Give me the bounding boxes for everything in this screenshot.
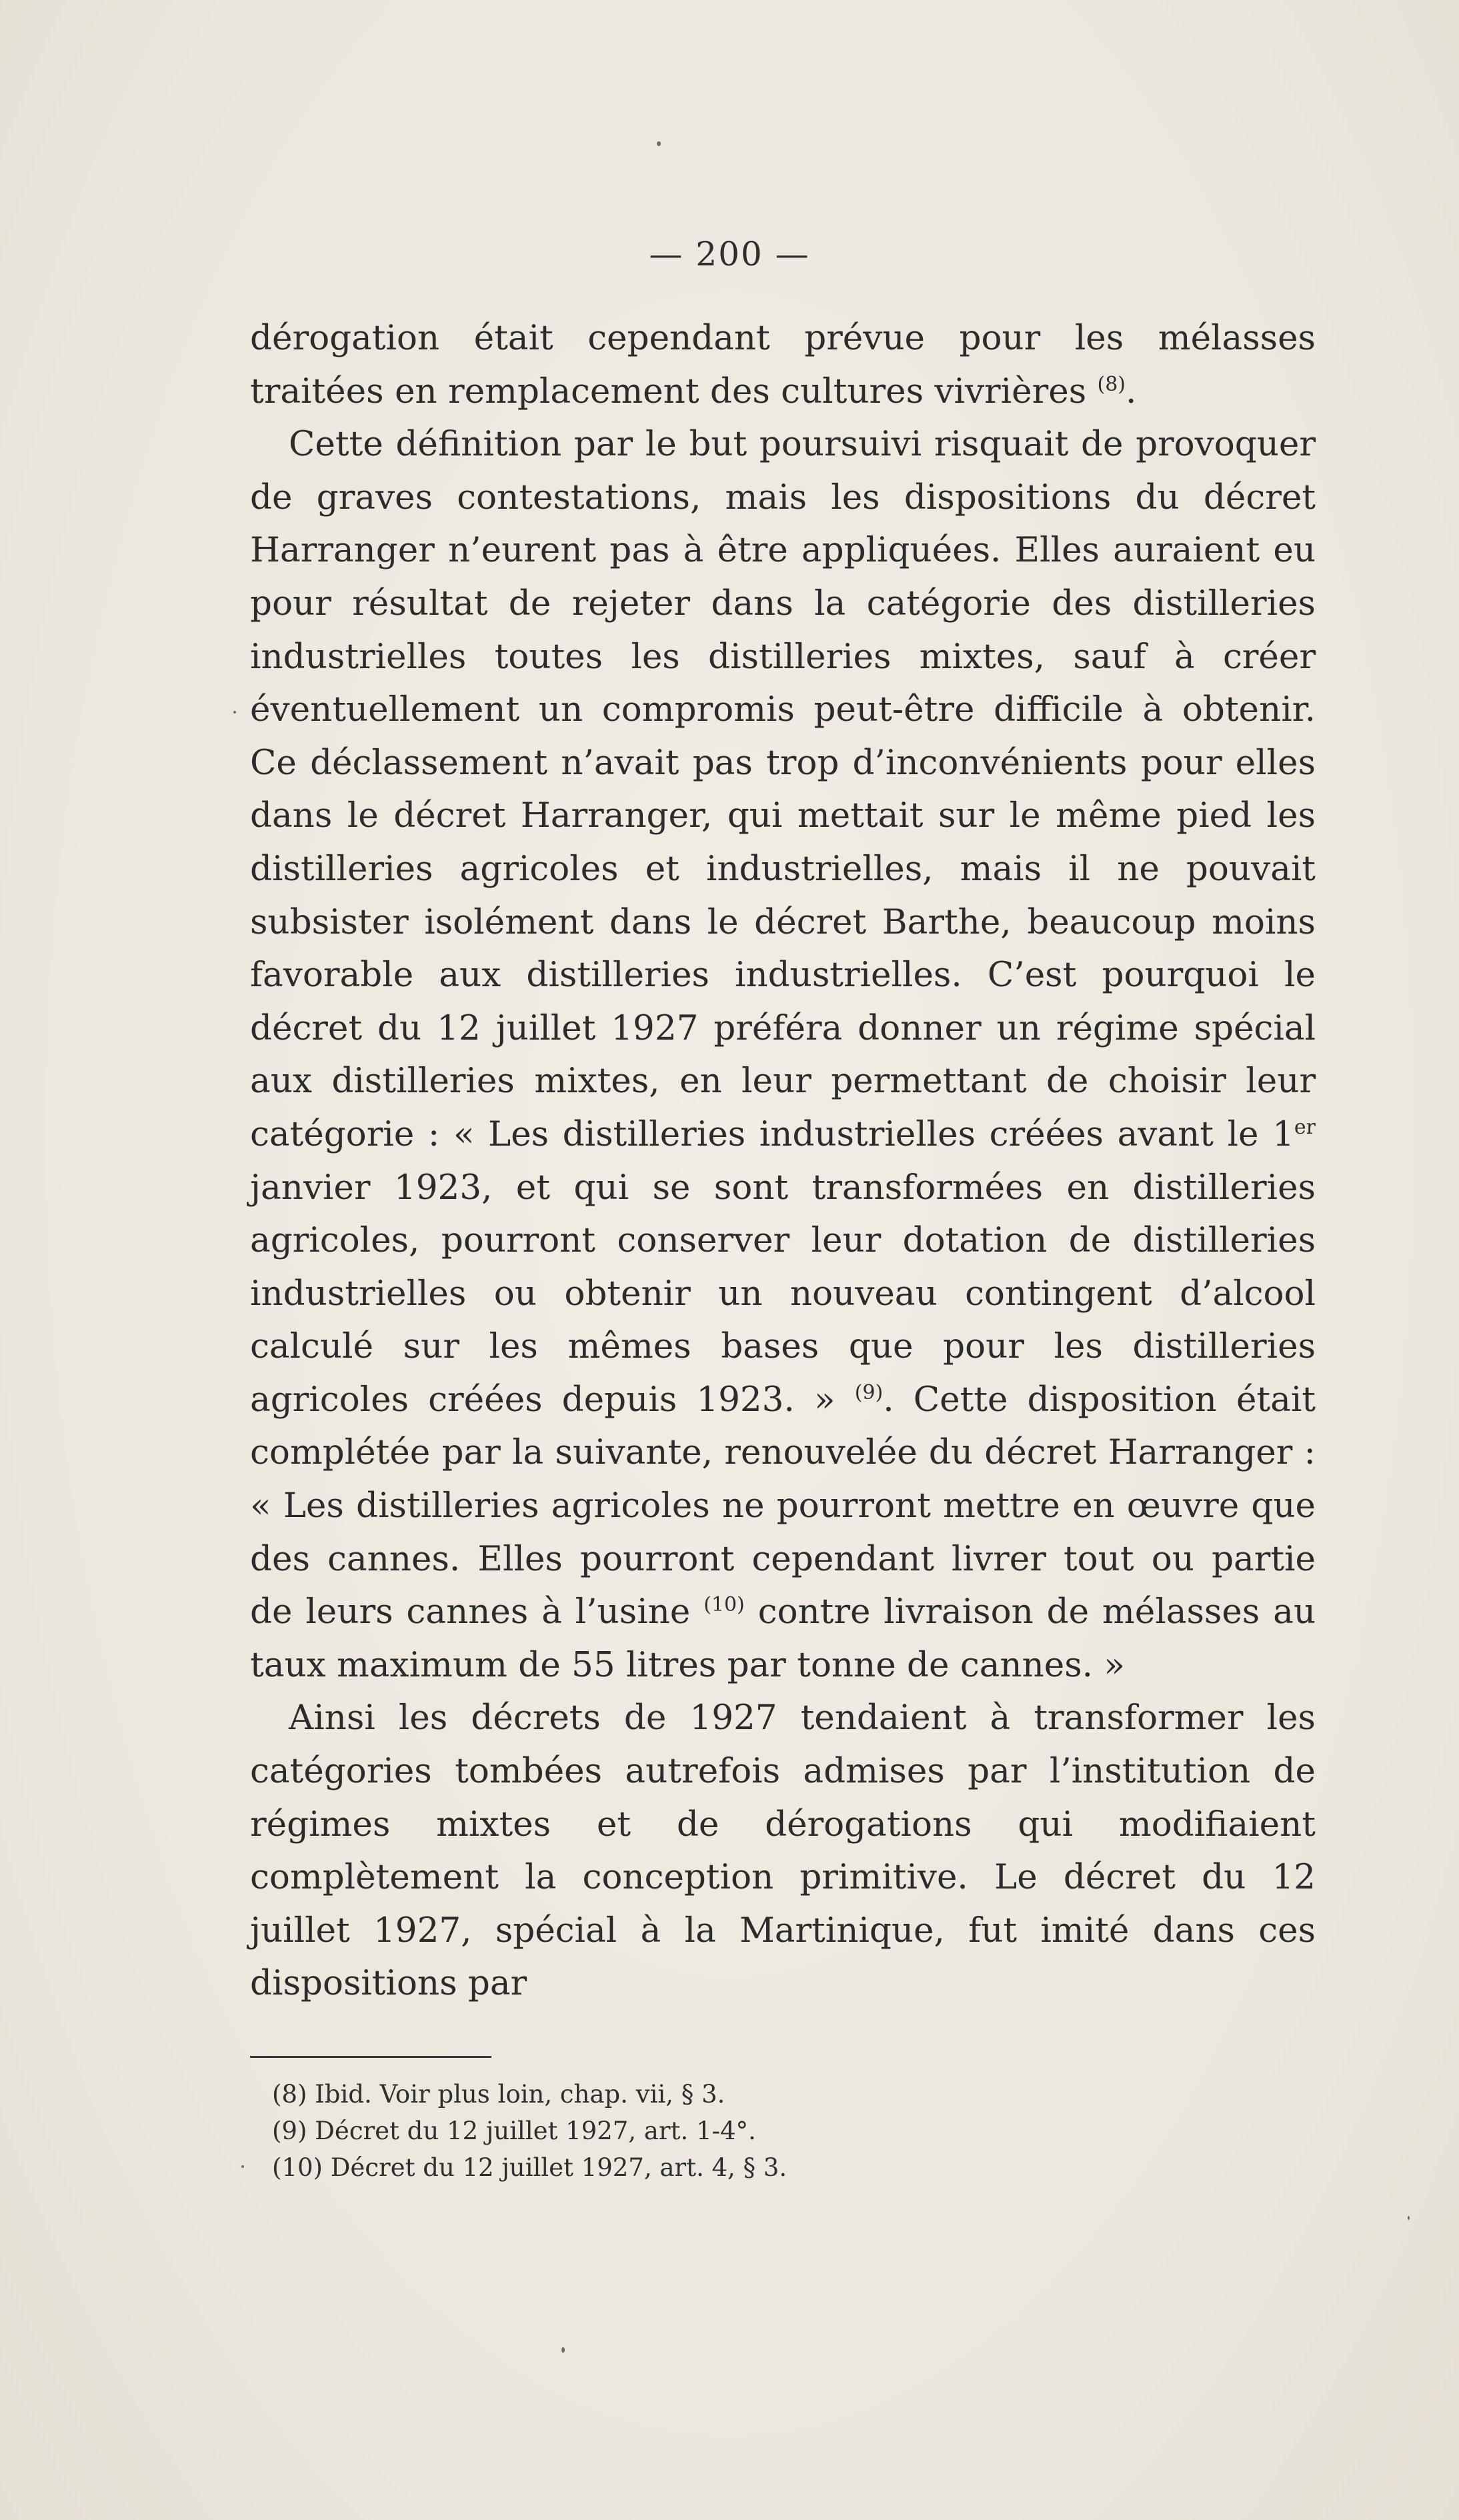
paragraph-1 bbox=[250, 312, 1316, 418]
paragraph-2 bbox=[250, 418, 1316, 1692]
footnote-ref-10: (10) bbox=[703, 1593, 745, 1617]
paragraph-text: Ainsi les décrets de 1927 tendaient à transformer les catégories tombées autrefois admises par l’institution de régimes mixtes et de dérogations qui modifiaient complètement la conception primitive. Le décret du 12 juillet 1927, spécial à la Martinique, fut imité dans ces dispositions par bbox=[250, 1698, 1316, 2004]
footnote-ref-9: (9) bbox=[854, 1380, 884, 1404]
paragraph-text: Cette définition par le but poursuivi risquait de provoquer de graves contestations, mais les dispositions du décret Harranger n’eurent pas à être appliquées. Elles auraient eu pour résultat de rejeter dans la catégorie des distilleries industrielles toutes les distilleries mixtes, sauf à créer éventuellement un compromis peut-être difficile à obtenir. Ce déclassement n’avait pas trop d’inconvénients pour elles dans le décret Harranger, qui mettait sur le même pied les distilleries agricoles et industrielles, mais il ne pouvait subsister isolément dans le décret Barthe, beaucoup moins favorable aux distilleries industrielles. C’est pourquoi le décret du 12 juillet 1927 préféra donner un régime spécial aux distilleries mixtes, en leur permettant de choisir leur catégorie : « Les distilleries industrielles créées avant le 1 bbox=[250, 424, 1316, 1154]
paragraph-text: contre livraison de mélasses au taux maximum de 55 litres par tonne de cannes. » bbox=[250, 1592, 1316, 1685]
paragraph-text: . bbox=[1126, 371, 1137, 411]
footnote-8: (8) Ibid. Voir plus loin, chap. vii, § 3. bbox=[272, 2080, 725, 2109]
footnote-ref-8: (8) bbox=[1097, 372, 1126, 396]
body-text bbox=[250, 312, 1316, 2011]
paragraph-text: . Cette disposition était complétée par la suivante, renouvelée du décret Harranger : « Les distilleries agricoles ne pourront mettre en œuvre que des cannes. Elles pourront cependant livrer tout ou partie de leurs cannes à l’usine bbox=[250, 1379, 1316, 1632]
footnote-10: (10) Décret du 12 juillet 1927, art. 4, § 3. bbox=[272, 2153, 788, 2182]
paragraph-text: dérogation était cependant prévue pour les mélasses traitées en remplacement des cultures vivrières bbox=[250, 318, 1316, 411]
paragraph-text: janvier 1923, et qui se sont transformées en distilleries agricoles, pourront conserver leur dotation de distilleries industrielles ou obtenir un nouveau contingent d’alcool calculé sur les mêmes bases que pour les distilleries agricoles créées depuis 1923. » bbox=[250, 1167, 1316, 1420]
page-number: — 200 — bbox=[649, 235, 810, 273]
ordinal-superscript: er bbox=[1294, 1115, 1316, 1139]
footnotes bbox=[272, 2076, 1272, 2186]
footnote-separator bbox=[250, 2056, 491, 2058]
paragraph-3 bbox=[250, 1692, 1316, 2011]
footnote-9: (9) Décret du 12 juillet 1927, art. 1-4°. bbox=[272, 2117, 756, 2145]
